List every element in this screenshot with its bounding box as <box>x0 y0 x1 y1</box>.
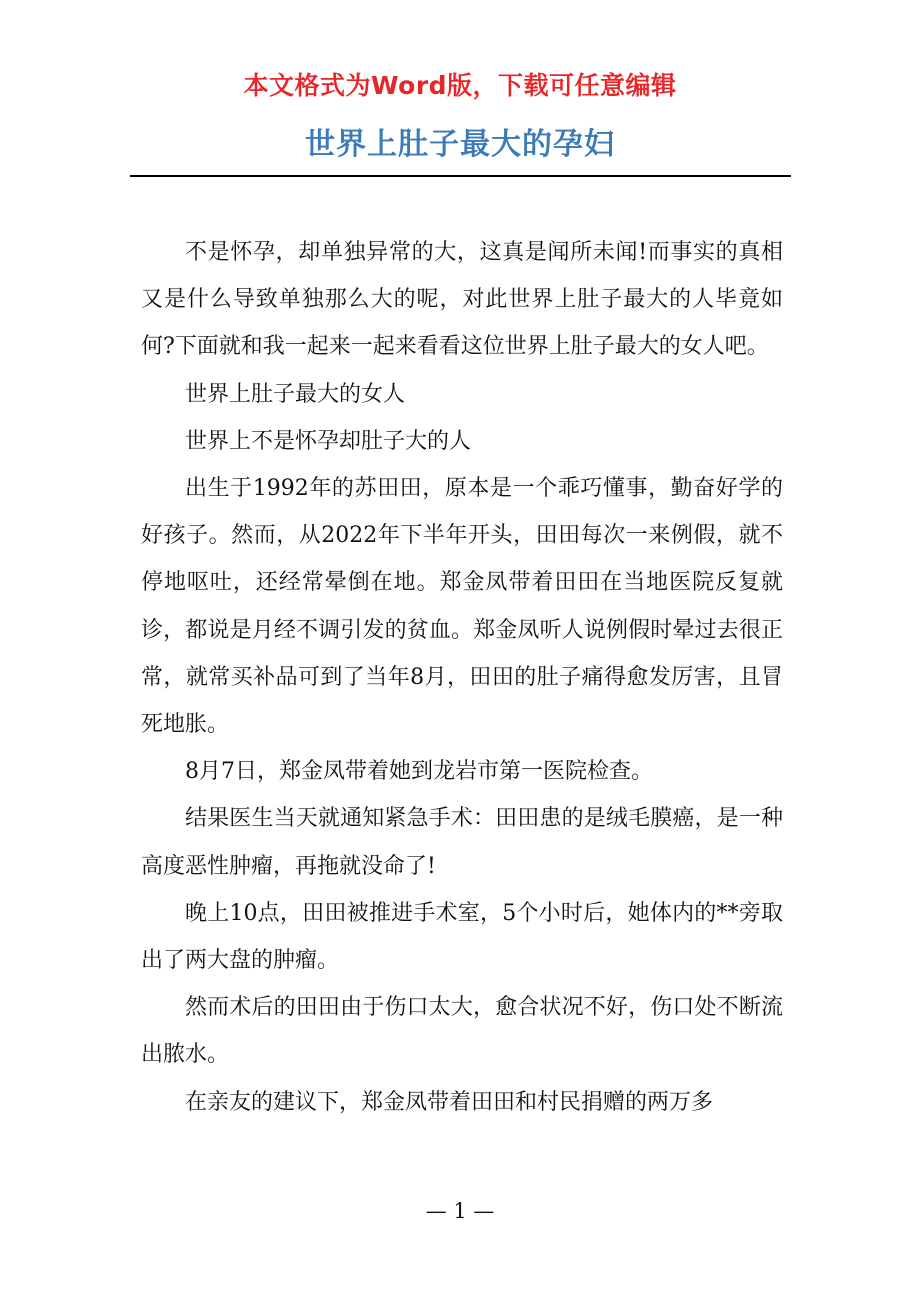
paragraph: 世界上肚子最大的女人 <box>185 381 406 407</box>
paragraph: 不是怀孕，却单独异常的大，这真是闻所未闻!而事实的真相又是什么导致单独那么大的呢，对此世界上肚子最大的人毕竟如何?下面就和我一起来一起来看看这位世界上肚子最大的女人吧。 <box>141 240 783 360</box>
page-number: — 1 — <box>425 1199 495 1223</box>
paragraph: 世界上不是怀孕却肚子大的人 <box>185 428 472 454</box>
title-divider <box>130 175 791 177</box>
paragraph: 然而术后的田田由于伤口太大，愈合状况不好，伤口处不断流出脓水。 <box>141 995 783 1068</box>
paragraph: 出生于1992年的苏田田，原本是一个乖巧懂事，勤奋好学的好孩子。然而，从2022年下半年开头，田田每次一来例假，就不停地呕吐，还经常晕倒在地。郑金凤带着田田在当地医院反复就诊，都说是月经不调引发的贫血。郑金凤听人说例假时晕过去很正常，就常买补品可到了当年8月，田田的肚子痛得愈发厉害，且冒死地胀。 <box>141 476 783 738</box>
paragraph: 结果医生当天就通知紧急手术：田田患的是绒毛膜癌，是一种高度恶性肿瘤，再拖就没命了! <box>141 806 783 879</box>
document-title: 世界上肚子最大的孕妇 <box>305 127 615 162</box>
download-banner: 本文格式为Word版，下载可任意编辑 <box>243 71 677 100</box>
paragraph: 在亲友的建议下，郑金凤带着田田和村民捐赠的两万多 <box>185 1089 714 1115</box>
document-body <box>141 229 783 1126</box>
paragraph: 8月7日，郑金凤带着她到龙岩市第一医院检查。 <box>185 759 653 785</box>
paragraph: 晚上10点，田田被推进手术室，5个小时后，她体内的**旁取出了两大盘的肿瘤。 <box>141 900 783 974</box>
